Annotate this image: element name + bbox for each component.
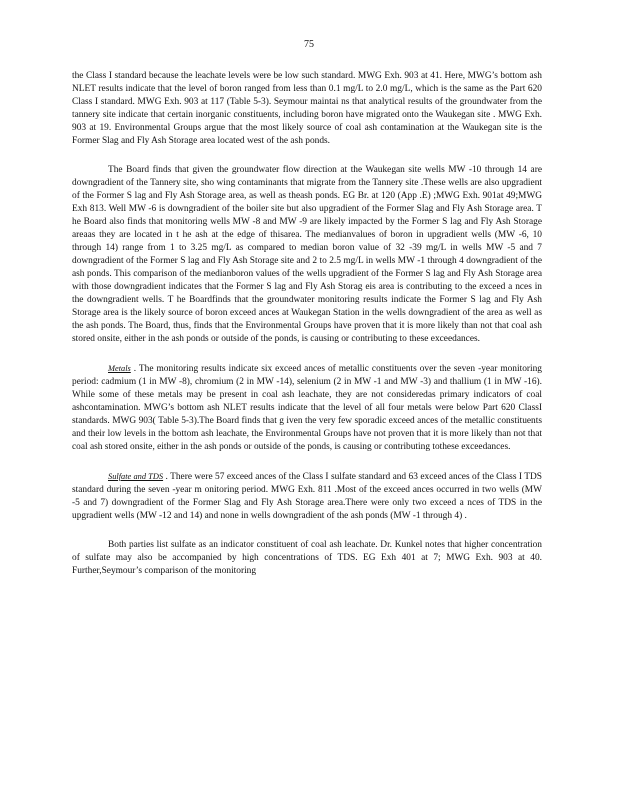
paragraph-text: The Board finds that given the groundwater flow direction at the Waukegan site wells MW -10 through 14 are downgradient of the Tannery site, sho wing contaminants that migrate from the Tannery site .These wells are also upgradient of the Former S lag and Fly Ash Storage area, as well as theash ponds. EG Br. at 120 (App .E) ;MWG Exh. 901at 49;MWG Exh 813. Well MW -6 is downgradient of the boiler site but also upgradient of the Former Slag and Fly Ash Storage area. T he Board also finds that monitoring wells MW -8 and MW -9 are likely impacted by the Former S lag and Fly Ash Storage areaas they are located in t he ash at the edge of thisarea. The medianvalues of boron in upgradient wells (MW -6, 10 through 14) range from 1 to 3.25 mg/L as compared to median boron value of 32 -39 mg/L in wells MW -5 and 7 downgradient of the Former S lag and Fly Ash Storage site and 2 to 2.5 mg/L in wells MW -1 through 4 downgradient of the ash ponds. This comparison of the medianboron values of the wells upgradient of the Former S lag and Fly Ash Storage area with those downgradient indicates that the Former S lag and Fly Ash Storag eis area is contributing to the exceed a nces in the downgradient wells. T he Boardfinds that the groundwater monitoring results indicate the Former S lag and Fly Ash Storage area is the likely source of boron exceed ances at Waukegan Station in the wells downgradient of the area as well as the ash ponds. The Board, thus, finds that the Environmental Groups have proven that it is more likely than not that coal ash stored onsite, either in the ash ponds or outside of the ponds, is causing or contributing to these exceedances. xyxy=(72,165,542,344)
paragraph-text: . The monitoring results indicate six exceed ances of metallic constituents over the seven -year monitoring period: cadmium (1 in MW -8), chromium (2 in MW -14), selenium (2 in MW -1 and MW -3) and thallium (1 in MW -16). While some of these metals may be present in coal ash leachate, they are not consideredas primary indicators of coal ashcontamination. MWG’s bottom ash NLET results indicate that the level of all four metals were below Part 620 ClassI standards. MWG 903( Table 5-3).The Board finds that g iven the very few sporadic exceed ances of the metallic constituents and their low levels in the bottom ash leachate, the Environmental Groups have not proven that it is more likely than not that coal ash stored onsite, either in the ash ponds or outside of the ponds, is causing or contributing tothese exceedances. xyxy=(72,364,542,452)
paragraph-boron-continued xyxy=(72,70,542,148)
paragraph-sulfate-tds xyxy=(72,470,542,523)
section-heading-metals: Metals xyxy=(108,364,131,373)
paragraph-indicator xyxy=(72,539,542,578)
section-heading-sulfate-tds: Sulfate and TDS xyxy=(108,472,164,481)
paragraph-board-findings xyxy=(72,164,542,346)
document-body xyxy=(72,70,542,594)
paragraph-metals xyxy=(72,362,542,454)
paragraph-text: Both parties list sulfate as an indicator constituent of coal ash leachate. Dr. Kunkel notes that higher concentration of sulfate may also be accompanied by high concentrations of TDS. EG Exh 401 at 7; MWG Exh. 903 at 40. Further,Seymour’s comparison of the monitoring xyxy=(72,540,542,576)
page-number: 75 xyxy=(304,39,314,50)
paragraph-text: the Class I standard because the leachate levels were be low such standard. MWG Exh. 903 at 41. Here, MWG’s bottom ash NLET results indicate that the level of boron ranged from less than 0.1 mg/L to 2.0 mg/L, which is the same as the Part 620 Class I standard. MWG Exh. 903 at 117 (Table 5-3). Seymour maintai ns that analytical results of the groundwater from the tannery site indicate that certain inorganic constituents, including boron have migrated onto the Waukegan site . MWG Exh. 903 at 19. Environmental Groups argue that the most likely source of coal ash contamination at the Waukegan site is the Former Slag and Fly Ash Storage area located west of the ash ponds. xyxy=(72,71,542,146)
paragraph-text: . There were 57 exceed ances of the Class I sulfate standard and 63 exceed ances of the Class I TDS standard during the seven -year m onitoring period. MWG Exh. 811 .Most of the exceed ances occurred in two wells (MW -5 and 7) downgradient of the Former Slag and Fly Ash Storage area.There were only two exceed a nces of TDS in the upgradient wells (MW -12 and 14) and none in wells downgradient of the ash ponds (MW -1 through 4) . xyxy=(72,472,543,521)
